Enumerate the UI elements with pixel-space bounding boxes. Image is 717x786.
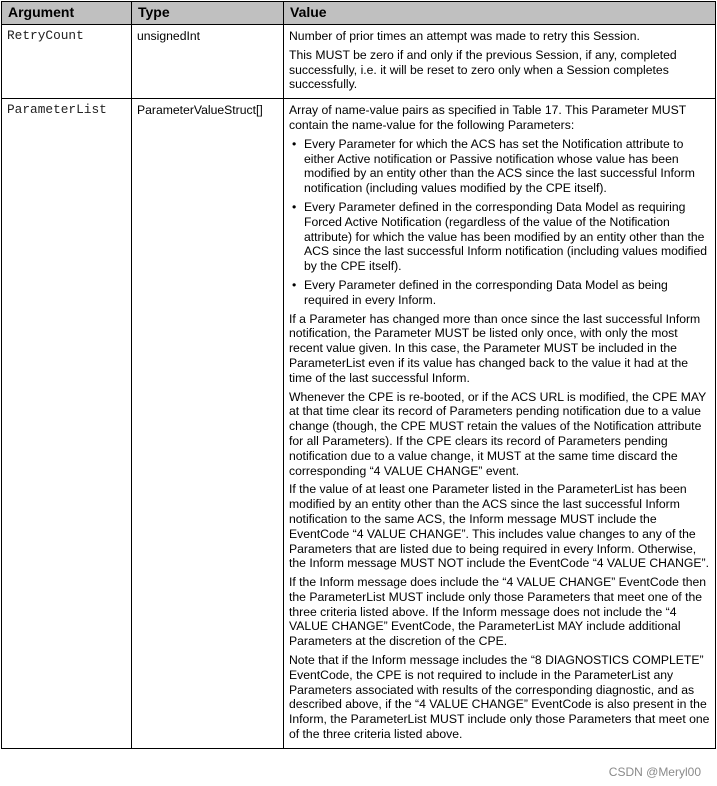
criteria-list xyxy=(289,137,710,308)
table-row-retrycount xyxy=(2,25,716,99)
value-paragraph: This MUST be zero if and only if the previous Session, if any, completed successfully, i.e. it will be reset to zero only when a Session completes successfully. xyxy=(289,47,677,92)
value-intro: Array of name-value pairs as specified in Table 17. This Parameter MUST contain the name-value for the following Parameters: xyxy=(289,103,686,132)
list-item: • Every Parameter for which the ACS has set the Notification attribute to either Active notification or Passive notification whose value has been modified by an entity other than the ACS since the last successful Inform notification (including values modified by the CPE itself). xyxy=(289,137,710,196)
header-value: Value xyxy=(284,2,716,25)
list-item: • Every Parameter defined in the corresponding Data Model as being required in every Inform. xyxy=(289,278,710,308)
value-paragraph: Note that if the Inform message includes the “8 DIAGNOSTICS COMPLETE” EventCode, the CPE is not required to include in the ParameterList any Parameters associated with results of the corresponding diagnostic, and as described above, if the “4 VALUE CHANGE” EventCode is also present in the Inform, the ParameterList MUST include only those Parameters that meet one of the three criteria listed above. xyxy=(289,653,710,742)
table-header-row xyxy=(2,2,716,25)
header-type: Type xyxy=(132,2,284,25)
type-parameterlist: ParameterValueStruct[] xyxy=(132,99,284,749)
value-paragraph: If a Parameter has changed more than once since the last successful Inform notification, the Parameter MUST be listed only once, with only the most recent value given. In this case, the Parameter MUST be included in the ParameterList even if its value has changed back to the value it had at the time of the last successful Inform. xyxy=(289,311,701,385)
value-paragraph: Whenever the CPE is re-booted, or if the ACS URL is modified, the CPE MAY at that time clear its record of Parameters pending notification due to a value change (though, the CPE MUST retain the values of the Notification attribute for all Parameters). If the CPE clears its record of Parameters pending notification due to a value change, it MUST at the same time discard the corresponding “4 VALUE CHANGE” event. xyxy=(289,389,707,478)
argument-table xyxy=(1,1,716,749)
list-item: • Every Parameter defined in the corresponding Data Model as requiring Forced Active Notification (regardless of the value of the Notification attribute) for which the value has been modified by an entity other than the ACS since the last successful Inform notification (including values modified by the CPE itself). xyxy=(289,200,710,274)
type-retrycount: unsignedInt xyxy=(132,25,284,99)
argument-parameterlist: ParameterList xyxy=(2,99,132,749)
value-paragraph: If the Inform message does include the “4 VALUE CHANGE” EventCode then the ParameterList MUST include only those Parameters that meet one of the three criteria listed above. If the Inform message does not include the “4 VALUE CHANGE” EventCode, the ParameterList MAY include additional Parameters at the discretion of the CPE. xyxy=(289,575,707,649)
watermark-text: CSDN @Meryl00 xyxy=(608,765,701,779)
table-row-parameterlist xyxy=(2,99,716,749)
value-paragraph: Number of prior times an attempt was made to retry this Session. xyxy=(289,29,640,43)
header-argument: Argument xyxy=(2,2,132,25)
argument-retrycount: RetryCount xyxy=(2,25,132,99)
value-paragraph: If the value of at least one Parameter listed in the ParameterList has been modified by an entity other than the ACS since the last successful Inform notification to the same ACS, the Inform message MUST include the EventCode “4 VALUE CHANGE”. This includes value changes to any of the Parameters that are listed due to being required in every Inform. Otherwise, the Inform message MUST NOT include the EventCode “4 VALUE CHANGE”. xyxy=(289,482,709,571)
value-parameterlist xyxy=(284,99,716,749)
value-retrycount xyxy=(284,25,716,99)
